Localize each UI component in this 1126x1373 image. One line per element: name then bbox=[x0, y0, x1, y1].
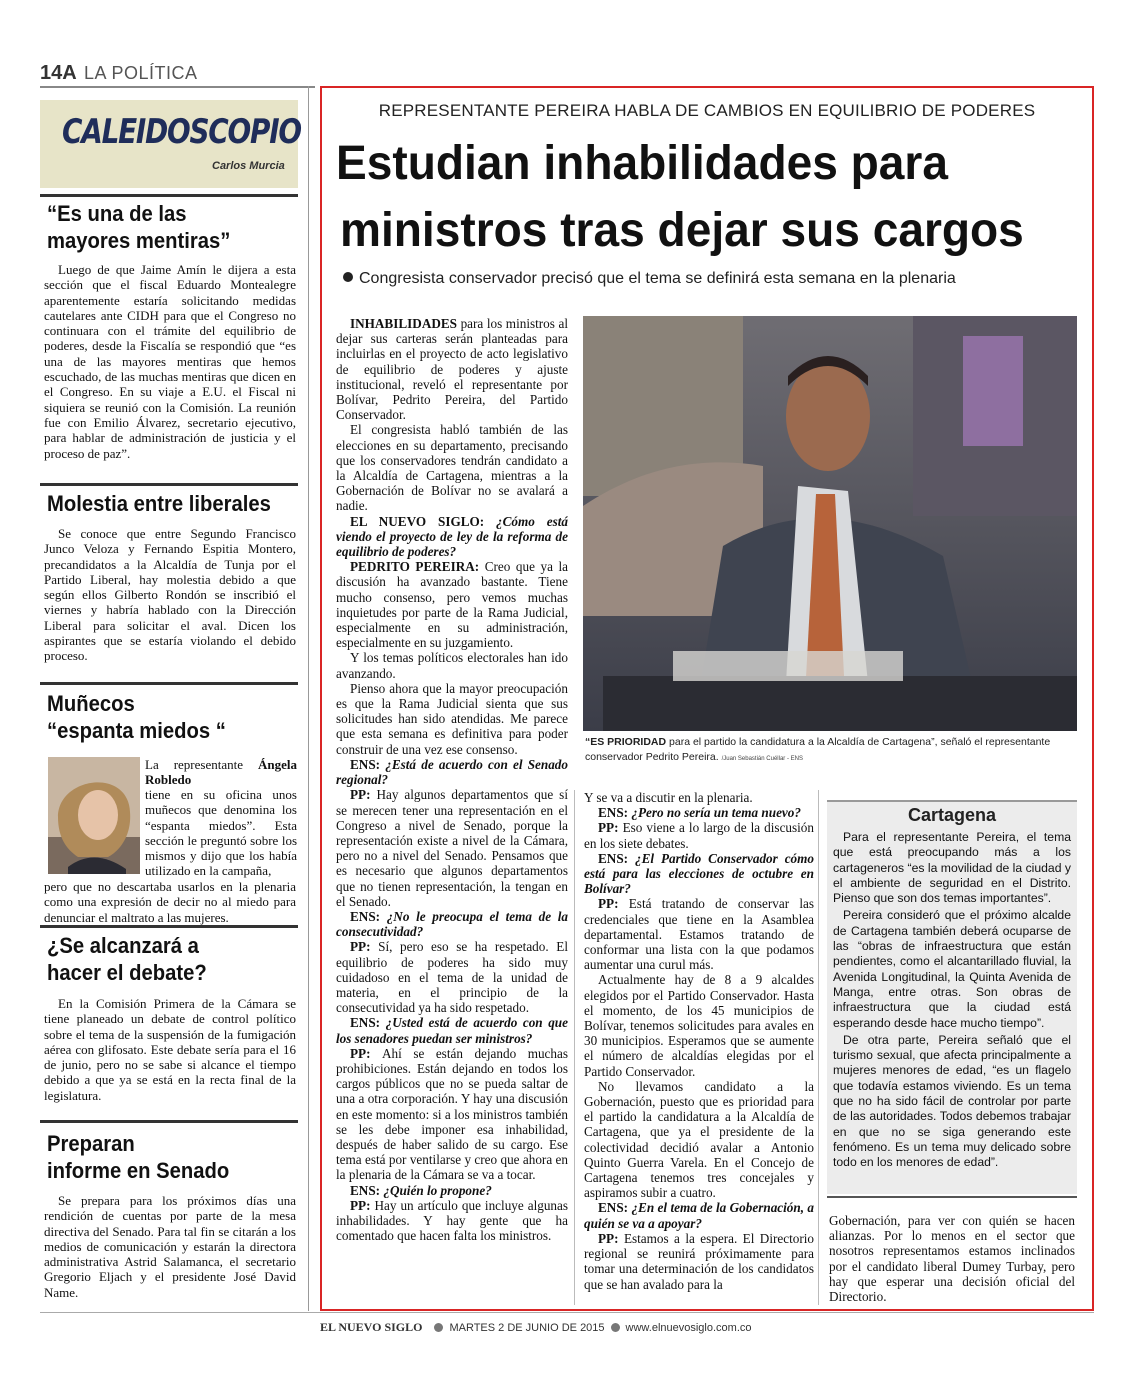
item-rule bbox=[40, 925, 298, 928]
column-item-body: En la Comisión Primera de la Cámara se tiene planeado un debate de control político sobre el tema de la suspensión de la fumigación aérea con glifosato. Este debate sería para el 16 de junio, pero no se sabe si alcance el tiempo debido a que ya se está en la recta final de la legislatura. bbox=[44, 996, 296, 1103]
footer-rule bbox=[40, 1312, 1094, 1313]
column-item-heading: “Es una de las mayores mentiras” bbox=[47, 201, 231, 253]
headline-line-2: ministros tras dejar sus cargos bbox=[340, 204, 1024, 257]
dot-icon bbox=[434, 1323, 443, 1332]
article-subhead: Congresista conservador precisó que el tema se definirá esta semana en la plenaria bbox=[343, 270, 956, 288]
article-column-1 bbox=[336, 316, 568, 1308]
interview-question: EL NUEVO SIGLO: ¿Cómo está viendo el proyecto de ley de la reforma de equilibrio de poderes? bbox=[336, 513, 568, 560]
column-item-heading: Muñecos “espanta miedos “ bbox=[47, 691, 226, 743]
column-item-body: La representante Ángela Robledo bbox=[145, 757, 297, 788]
avatar bbox=[48, 757, 140, 874]
photo-credit: /Juan Sebastián Cuéllar - ENS bbox=[721, 756, 803, 762]
article-paragraph: PP: Hay algunos departamentos que sí se merecen tener una representación en el Congreso a nivel de Senado, porque la representación existe a nivel de la Cámara, pero no a nivel del Senado. Pensamos que es necesario que algunos departamentos que no tienen representación, la tengan en el Senado. bbox=[336, 787, 568, 909]
sidebar-title: Cartagena bbox=[907, 805, 997, 825]
article-paragraph: INHABILIDADES para los ministros al dejar sus carteras serán planteadas para incluirlas en el proyecto de acto legislativo de equilibrio de poderes y ajuste institucional, reveló el representante por Bolívar, Pedrito Pereira, del Partido Conservador. bbox=[336, 316, 568, 423]
item-rule bbox=[40, 483, 298, 486]
column-item-body: Se prepara para los próximos días una rendición de cuentas por parte de la mesa directiva del Senado. Para tal fin se citarán a los medios de comunicación y estarán la directora administrativa Astrid Salamanca, el secretario Gregorio Eljach y el presidente José David Name. bbox=[44, 1193, 296, 1300]
article-paragraph: PP: Sí, pero eso se ha respetado. El equilibrio de poderes ha sido muy cuidadoso en el tema de la unidad de materia, en el principio de la consecutividad ya ha sido respetado. bbox=[336, 939, 568, 1016]
column-divider bbox=[308, 86, 309, 1311]
article-paragraph: Pienso ahora que la mayor preocupación es que la Rama Judicial sienta que sus solicitudes han sido atendidas. Me parece que esta semana es definitiva para poder construir de una vez ese consenso. bbox=[336, 680, 568, 757]
article-paragraph: Y los temas políticos electorales han ido avanzando. bbox=[336, 650, 568, 681]
footer-logo: EL NUEVO SIGLO bbox=[320, 1320, 423, 1334]
column-item-body: Luego de que Jaime Amín le dijera a esta sección que el fiscal Eduardo Montealegre aparentemente estaría solicitando medidas cautelares ante CIDH para que el Congreso no continuara con el trámite del equilibrio de poderes, desde la Fiscalía se respondió que “es una de las mayores mentiras que hemos escuchado, de las muchas mentiras que dicen en el Congreso. En su viaje a E.U. el Fiscal ni siquiera se reunió con la Comisión. La reunión fue con Emilio Álvarez, secretario ejecutivo, para hablar de administración de justicia y el proceso de paz”. bbox=[44, 262, 296, 461]
item-rule bbox=[40, 682, 298, 685]
column-title: CALEIDOSCOPIO bbox=[62, 112, 301, 152]
article-paragraph: PP: Está tratando de conservar las credenciales que tiene en la Asamblea departamental. Estamos tratando de conformar una lista con la que podamos aumentar una curul más. bbox=[584, 896, 814, 973]
headline-line-1: Estudian inhabilidades para bbox=[336, 137, 948, 190]
column-divider bbox=[574, 790, 575, 1305]
article-paragraph: PP: Eso viene a lo largo de la discusión en los siete debates. bbox=[584, 820, 814, 851]
column-divider bbox=[818, 790, 819, 1305]
column-item-heading: Preparan informe en Senado bbox=[47, 1131, 230, 1183]
page-footer bbox=[320, 1320, 1094, 1335]
column-item-heading: Molestia entre liberales bbox=[47, 491, 271, 516]
article-paragraph: Y se va a discutir en la plenaria. bbox=[584, 790, 753, 805]
column-item-body-cont: pero que no descartaba usarlos en la plenaria como una expresión de decir no al miedo para denunciar el maltrato a las mujeres. bbox=[44, 879, 296, 925]
column-item-body: Se conoce que entre Segundo Francisco Junco Veloza y Fernando Espitia Montero, precandidatos a la Alcaldía de Tunja por el Partido Liberal, hay molestia debido a que según ellos Gilberto Rondón se inscribió el viernes y habría hablado con la Dirección Liberal para solicitar el aval. Dicen los aspirantes que se estaría violando el debido proceso. bbox=[44, 526, 296, 664]
photo-caption: “ES PRIORIDAD para el partido la candidatura a la Alcaldía de Cartagena”, señaló el representante conservador Pedrito Pereira. /Juan Sebastián Cuéllar - ENS bbox=[585, 736, 1051, 763]
article-paragraph: PP: Estamos a la espera. El Directorio regional se reunirá próximamente para tomar una determinación de los candidatos que se han avalado para la bbox=[584, 1230, 814, 1292]
article-column-2 bbox=[584, 790, 814, 1308]
interview-question: ENS: ¿Está de acuerdo con el Senado regional? bbox=[336, 756, 568, 788]
header-rule bbox=[40, 86, 315, 88]
footer-date: MARTES 2 DE JUNIO DE 2015 bbox=[449, 1322, 605, 1334]
item-rule bbox=[40, 1120, 298, 1123]
page-number: 14A bbox=[40, 62, 77, 84]
column-item-heading: ¿Se alcanzará a hacer el debate? bbox=[47, 933, 207, 985]
article-kicker: REPRESENTANTE PEREIRA HABLA DE CAMBIOS EN EQUILIBRIO DE PODERES bbox=[378, 101, 1036, 120]
interview-question: ENS: ¿No le preocupa el tema de la consecutividad? bbox=[336, 908, 568, 940]
interview-question: ENS: ¿Pero no sería un tema nuevo? bbox=[598, 805, 801, 821]
bullet-icon bbox=[343, 272, 353, 282]
section-name: LA POLÍTICA bbox=[84, 63, 198, 83]
article-paragraph: PP: Hay un artículo que incluye algunas inhabilidades. Y hay gente que ha comentado que hacen falta los ministros. bbox=[336, 1197, 568, 1244]
article-paragraph: El congresista habló también de las elecciones en su departamento, precisando que los conservadores tendrán candidato a la Alcaldía de Cartagena, mientras a la Gobernación de Bolívar no se avalará a nadie. bbox=[336, 422, 568, 514]
sidebar-rule bbox=[827, 1196, 1077, 1198]
article-paragraph: Actualmente hay de 8 a 9 alcaldes elegidos por el Partido Conservador. Hasta el momento, de los 45 municipios de Bolívar, tenemos solicitudes para avales en 30 municipios. Esperamos que se aumente el número de alcaldías elegidas por el Partido Conservador. bbox=[584, 972, 814, 1079]
sidebar-body: Para el representante Pereira, el tema que está preocupando más a los cartageneros “es la movilidad de la ciudad y el ambiente de seguridad en el Distrito. Pienso que son dos temas importantes”. Pereira consideró que el próximo alcalde de Cartagena también deberá ocuparse de las “obras de infraestructura que están pendientes, como el alcantarillado fluvial, la Avenida Longitudinal, la Quinta Avenida de Manga, entre otras. Son obras de infraestructura que la ciudad está esperando desde hace mucho tiempo”. De otra parte, Pereira señaló que el turismo sexual, que afecta principalmente a mujeres menores de edad, “es un flagelo que todavía estamos viviendo. Es un tema que no ha sido fácil de controlar por parte de las autoridades. Todos debemos trabajar en que no se siga generando este fenómeno. Es un tema muy delicado sobre todo en los menores de edad”. bbox=[833, 830, 1071, 1170]
article-column-3-bottom: Gobernación, para ver con quién se hacen alianzas. Por lo menos en el sector que nosotros representamos estamos inclinados por el candidato liberal Dumey Turbay, pero hay que esperar una decisión oficial del Directorio. bbox=[829, 1213, 1075, 1305]
interview-question: ENS: ¿En el tema de la Gobernación, a quién se va a apoyar? bbox=[584, 1200, 814, 1231]
column-author: Carlos Murcia bbox=[212, 160, 285, 172]
article-paragraph: No llevamos candidato a la Gobernación, puesto que es prioridad para el partido la candidatura a la Alcaldía de Cartagena, que ya el presidente de la colectividad decidió avalar a Antonio Quinto Guerra Varela. En el Concejo de Cartagena tenemos tres concejales y aspiramos subir a cuatro. bbox=[584, 1078, 814, 1201]
interview-question: ENS: ¿El Partido Conservador cómo está para las elecciones de octubre en Bolívar? bbox=[584, 850, 814, 897]
footer-url[interactable]: www.elnuevosiglo.com.co bbox=[625, 1322, 752, 1334]
column-item-body-cont: tiene en su oficina unos muñecos que denomina los “espanta miedos”. Esta sección le preguntó sobre los mismos y dijo que los había utilizado en la campaña, bbox=[145, 787, 297, 879]
interview-question: ENS: ¿Quién lo propone? bbox=[350, 1182, 492, 1198]
article-photo bbox=[583, 316, 1077, 731]
article-paragraph: PEDRITO PEREIRA: Creo que ya la discusión ha avanzado bastante. Tiene mucho consenso, pero vemos muchas inquietudes por parte de la Rama Judicial, especialmente en su administración, especialmente en su juzgamiento. bbox=[336, 559, 568, 651]
interview-question: ENS: ¿Usted está de acuerdo con que los senadores puedan ser ministros? bbox=[336, 1015, 568, 1046]
article-paragraph: PP: Ahí se están dejando muchas prohibiciones. Están dejando en todos los cargos públicos que no se pueda saltar de una a otra corporación. Y hay una discusión en este momento: si a los ministros también se les debe imponer esa inhabilidad, después de haber salido de su cargo. Ese tema está por ventilarse y creo que ahora en la plenaria de la Cámara se va a tocar. bbox=[336, 1045, 568, 1183]
item-rule bbox=[40, 194, 298, 197]
dot-icon bbox=[611, 1323, 620, 1332]
